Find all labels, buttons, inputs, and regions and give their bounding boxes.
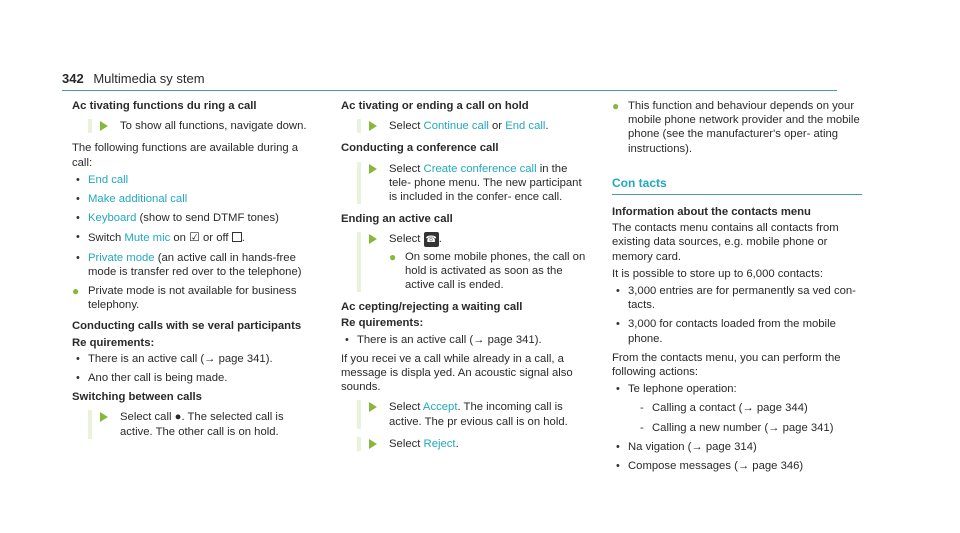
actions-list [612, 382, 862, 473]
checkbox-checked-icon: ☑ [189, 230, 200, 245]
heading-activating-functions: Ac tivating functions du ring a call [72, 100, 257, 112]
step-continue-call: Select Continue call or End call. [341, 119, 587, 133]
list-item: • Ano ther call is being made. [72, 371, 318, 385]
list-item: • There is an active call (→ page 341). [72, 352, 318, 366]
requirements-label: Re quirements: [72, 336, 155, 349]
list-item: • Switch Mute mic on ☑ or off . [72, 230, 318, 245]
section-contacts: Con tacts [612, 176, 862, 195]
page-number: 342 [62, 71, 84, 86]
step-arrow-icon [100, 121, 108, 131]
step-accept: Select Accept. The incoming call is active. The pr evious call is on hold. [341, 400, 587, 428]
step-arrow-icon [369, 234, 377, 244]
info-icon: ● [389, 249, 397, 264]
list-item [72, 192, 318, 206]
step-arrow-icon [369, 402, 377, 412]
step-create-conference: Select Create conference call in the tele- phone menu. The new participant is included in the confer- ence call. [341, 162, 587, 205]
end-call-phone-icon: ☎ [424, 232, 439, 246]
heading-hold: Ac tivating or ending a call on hold [341, 100, 529, 112]
info-icon: ● [612, 99, 620, 113]
header-rule [62, 90, 837, 91]
heading-conference: Conducting calls with se veral participants [72, 320, 302, 333]
list-item: • Private mode (an active call in hands-free mode is transfer red over to the telephone) [72, 251, 318, 279]
checkbox-empty-icon [232, 232, 242, 242]
requirements-list [72, 352, 318, 385]
list-item: - Calling a contact (→ page 344) [636, 401, 862, 415]
end-call-link[interactable]: End call [505, 120, 546, 133]
accept-link[interactable]: Accept [422, 401, 458, 414]
list-item: • There is an active call (→ page 341). [341, 333, 587, 347]
paragraph-actions: From the contacts menu, you can perform the following actions: [612, 351, 841, 379]
create-conference-link[interactable]: Create conference call [423, 162, 537, 175]
info-icon: ● [72, 284, 80, 299]
column-2 [341, 99, 587, 459]
reject-link[interactable]: Reject [423, 437, 456, 450]
note-private-mode: ● Private mode is not available for business telephony. [72, 284, 297, 312]
page-header [62, 71, 205, 86]
paragraph-contacts-menu: The contacts menu contains all contacts from existing data sources, e.g. mobile phone or memory card. [612, 222, 839, 263]
continue-call-link[interactable]: Continue call [423, 120, 489, 133]
requirements-list [341, 333, 587, 347]
make-additional-call-link[interactable]: Make additional call [88, 193, 188, 206]
step-arrow-icon [100, 412, 108, 422]
requirements-label: Re quirements: [341, 317, 424, 330]
heading-ending-call: Ending an active call [341, 213, 453, 226]
function-list [72, 173, 318, 279]
page-title: Multimedia sy stem [93, 71, 205, 86]
step-end-active-call: Select ☎ . ● On some mobile phones, the call on hold is activated as soon as the active call is ended. [341, 232, 587, 292]
keyboard-link[interactable]: Keyboard [88, 212, 137, 225]
heading-contacts-info: Information about the contacts menu [612, 206, 811, 219]
list-item: - Calling a new number (→ page 341) [636, 421, 862, 435]
column-3 [612, 99, 862, 478]
telephone-sublist [636, 401, 862, 434]
heading-conference-call: Conducting a conference call [341, 142, 499, 155]
paragraph-following: The following functions are available during a call: [72, 142, 299, 169]
step-arrow-icon [369, 121, 377, 131]
step-select-call: Select call ●. The selected call is active. The other call is on hold. [72, 410, 318, 438]
mute-mic-link[interactable]: Mute mic [124, 232, 171, 245]
list-item: • Keyboard (show to send DTMF tones) [72, 211, 318, 225]
list-item: • Compose messages (→ page 346) [612, 459, 862, 473]
note-depends: ● This function and behaviour depends on your mobile phone network provider and the mobile phone (see the manufacturer's oper- ating instructions). [612, 99, 860, 155]
paragraph-receive: If you recei ve a call while already in a call, a message is displa yed. An acoustic signal also sounds. [341, 352, 573, 394]
list-item: • Te lephone operation: - Calling a contact (→ page 344) - Calling a new number (→ page 341) [612, 382, 862, 435]
list-item [72, 173, 318, 187]
step-arrow-icon [369, 439, 377, 449]
step-show-functions: To show all functions, navigate down. [72, 119, 318, 133]
storage-list [612, 284, 862, 346]
step-reject: Select Reject. [341, 437, 587, 451]
list-item: • 3,000 for contacts loaded from the mobile phone. [612, 317, 862, 345]
column-1 [72, 99, 318, 447]
paragraph-store: It is possible to store up to 6,000 contacts: [612, 267, 823, 280]
note-end-call: ● On some mobile phones, the call on hold is activated as soon as the active call is ended. [389, 249, 586, 292]
list-item: • 3,000 entries are for permanently sa ved con- tacts. [612, 284, 862, 312]
step-arrow-icon [369, 164, 377, 174]
end-call-link[interactable]: End call [88, 173, 129, 186]
private-mode-link[interactable]: Private mode [88, 251, 155, 264]
list-item: • Na vigation (→ page 314) [612, 440, 862, 454]
heading-accept-reject: Ac cepting/rejecting a waiting call [341, 301, 523, 314]
heading-switching: Switching between calls [72, 391, 202, 404]
